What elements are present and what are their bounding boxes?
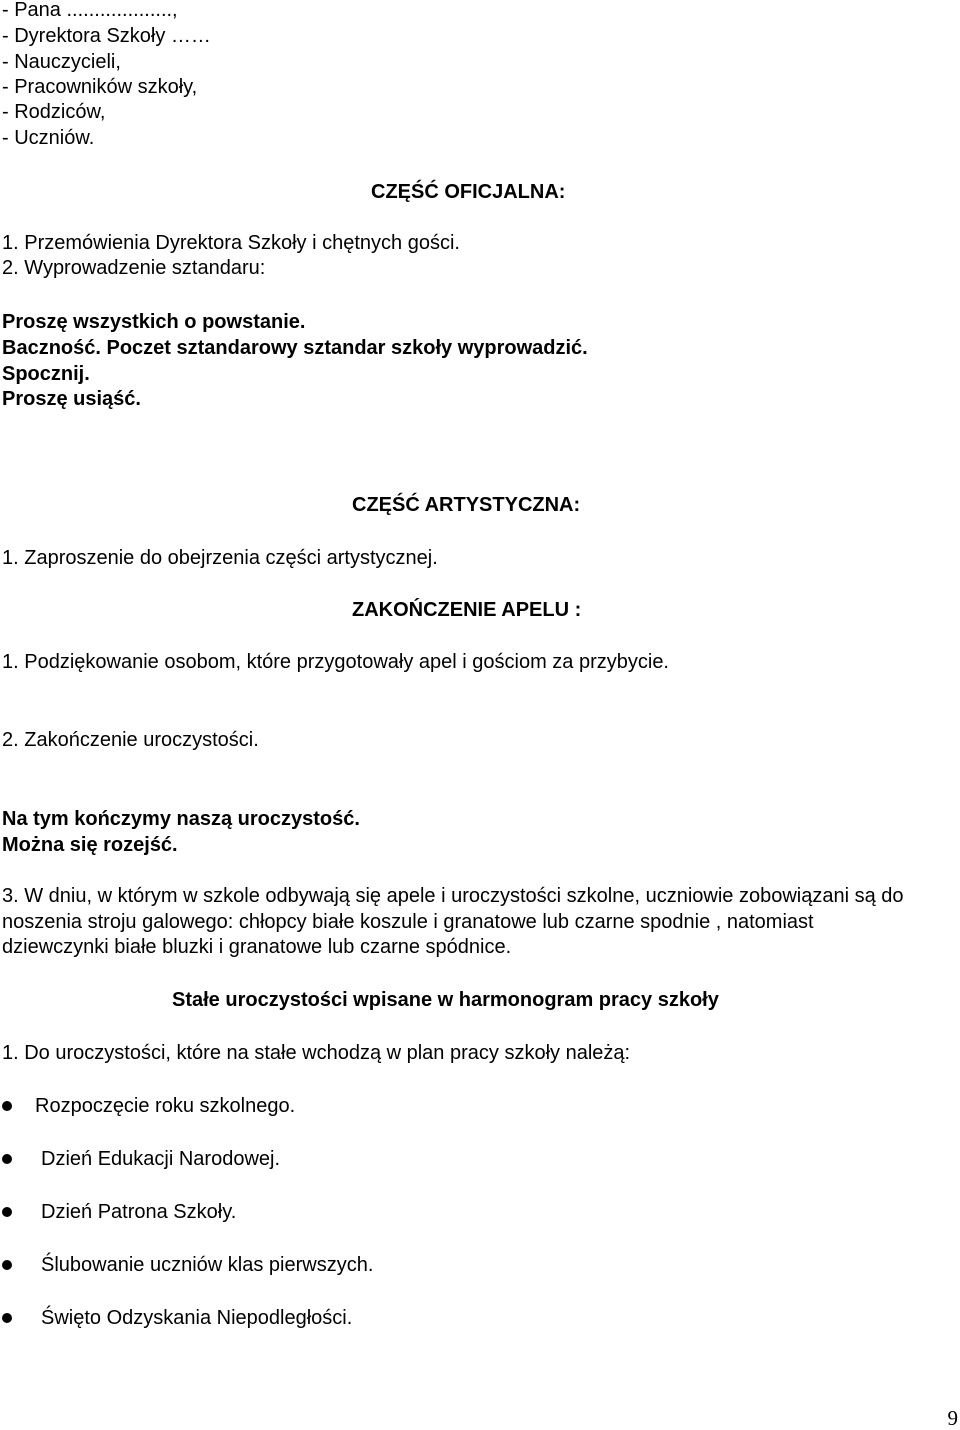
- artistic-item: 1. Zaproszenie do obejrzenia części artystycznej.: [2, 547, 438, 569]
- ending-heading: ZAKOŃCZENIE APELU :: [352, 599, 582, 621]
- addressee-line: - Rodziców,: [2, 101, 106, 123]
- dress-code-paragraph: 3. W dniu, w którym w szkole odbywają się apele i uroczystości szkolne, uczniowie zobowiązani są do noszenia stroju galowego: chłopcy białe koszule i granatowe lub czarne spodnie , natomiast dziewczynki białe bluzki i granatowe lub czarne spódnice.: [2, 885, 904, 958]
- official-heading: CZĘŚĆ OFICJALNA:: [371, 181, 566, 203]
- list-item-text: Ślubowanie uczniów klas pierwszych.: [41, 1254, 374, 1276]
- addressee-line: - Uczniów.: [2, 127, 95, 149]
- official-item: 1. Przemówienia Dyrektora Szkoły i chętnych gości.: [2, 232, 460, 254]
- bullet-icon: [2, 1313, 12, 1323]
- ending-item: 2. Zakończenie uroczystości.: [2, 729, 259, 751]
- closing-line: Można się rozejść.: [2, 834, 178, 856]
- bullet-icon: [2, 1207, 12, 1217]
- schedule-intro: 1. Do uroczystości, które na stałe wchodzą w plan pracy szkoły należą:: [2, 1042, 631, 1064]
- bullet-icon: [2, 1260, 12, 1270]
- ending-item: 1. Podziękowanie osobom, które przygotowały apel i gościom za przybycie.: [2, 651, 669, 673]
- page-number: 9: [947, 1406, 958, 1430]
- official-item: 2. Wyprowadzenie sztandaru:: [2, 257, 266, 279]
- artistic-heading: CZĘŚĆ ARTYSTYCZNA:: [352, 494, 581, 516]
- addressee-line: - Pracowników szkoły,: [2, 76, 198, 98]
- list-item-text: Święto Odzyskania Niepodległości.: [41, 1307, 353, 1329]
- schedule-heading: Stałe uroczystości wpisane w harmonogram pracy szkoły: [172, 989, 719, 1011]
- list-item-text: Rozpoczęcie roku szkolnego.: [35, 1095, 296, 1117]
- command-line: Spocznij.: [2, 363, 90, 385]
- list-item-text: Dzień Patrona Szkoły.: [41, 1201, 237, 1223]
- command-line: Baczność. Poczet sztandarowy sztandar szkoły wyprowadzić.: [2, 337, 588, 359]
- addressee-line: - Dyrektora Szkoły ……: [2, 25, 211, 47]
- command-line: Proszę usiąść.: [2, 388, 141, 410]
- list-item-text: Dzień Edukacji Narodowej.: [41, 1148, 281, 1170]
- bullet-icon: [2, 1154, 12, 1164]
- command-line: Proszę wszystkich o powstanie.: [2, 311, 306, 333]
- addressee-line: - Pana ...................,: [2, 0, 178, 21]
- closing-line: Na tym kończymy naszą uroczystość.: [2, 808, 360, 830]
- bullet-icon: [2, 1101, 12, 1111]
- addressee-line: - Nauczycieli,: [2, 51, 121, 73]
